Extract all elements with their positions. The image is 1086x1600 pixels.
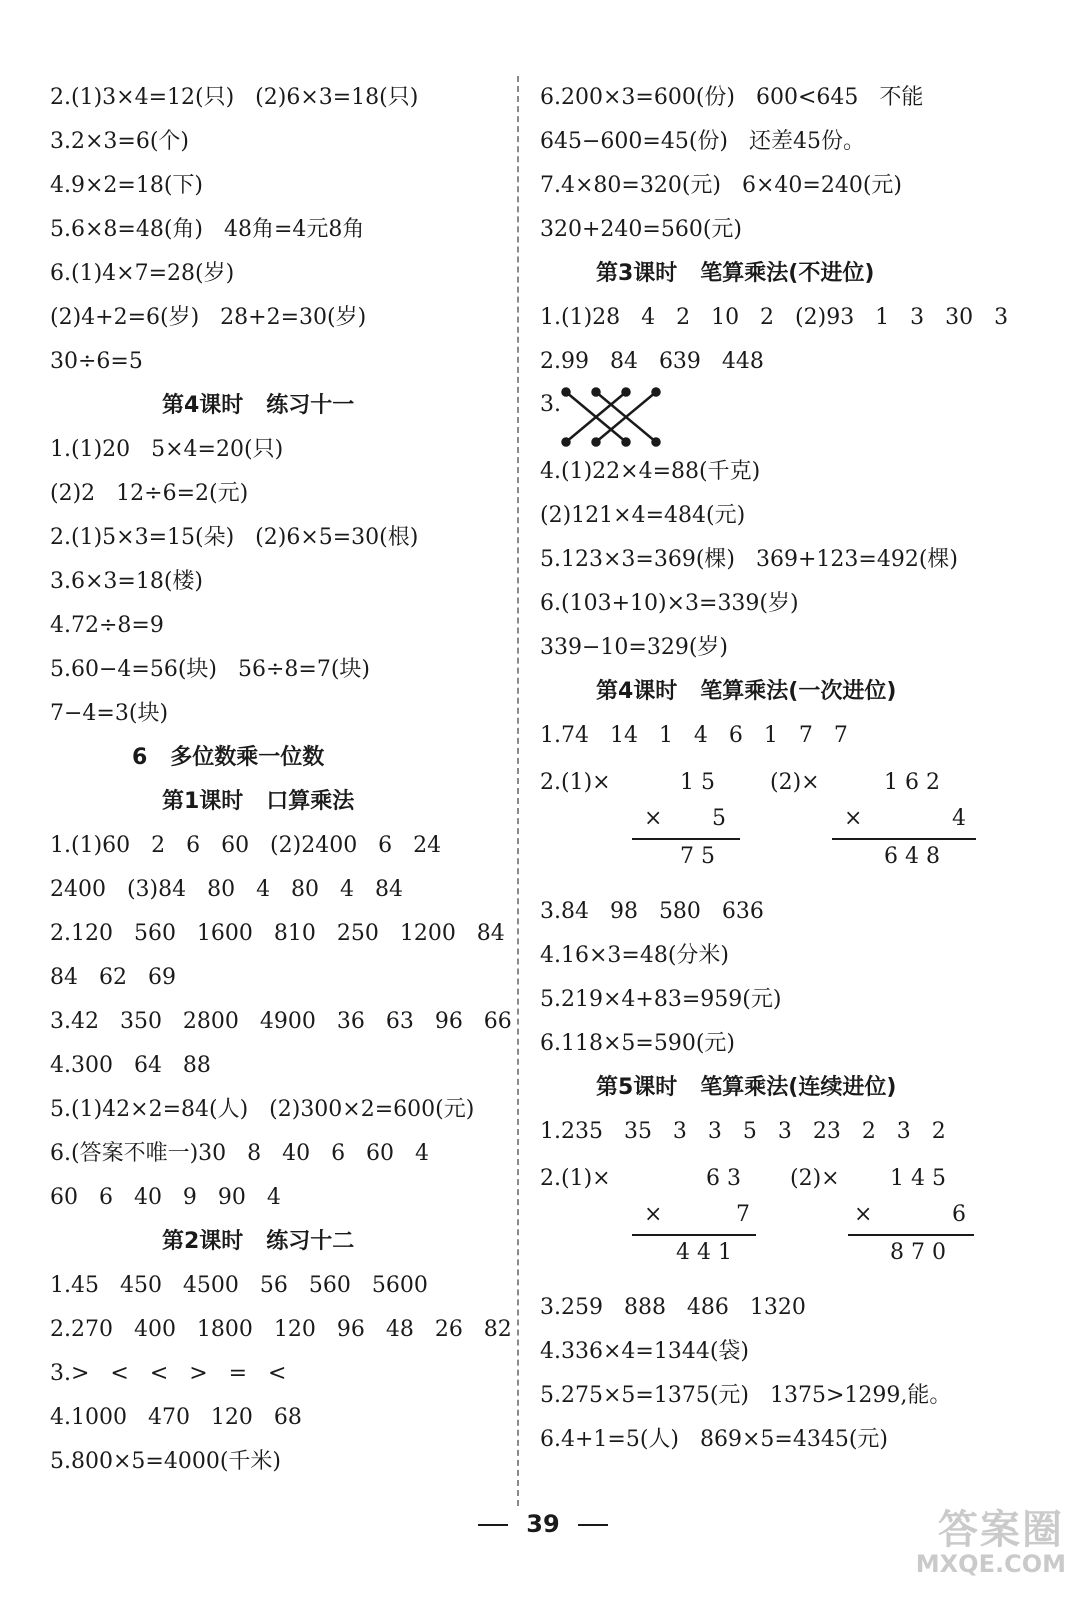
multiplicand: 1 6 2 bbox=[884, 770, 940, 795]
left-column bbox=[50, 76, 510, 1484]
product: 6 4 8 bbox=[884, 844, 940, 869]
lesson-heading: 第1课时 口算乘法 bbox=[162, 789, 355, 814]
answer-line: 3.2×3=6(个) bbox=[50, 129, 190, 154]
answer-line: 5.219×4+83=959(元) bbox=[540, 987, 782, 1012]
dash-icon bbox=[578, 1524, 608, 1526]
answer-line: 1.74 14 1 4 6 1 7 7 bbox=[540, 723, 848, 748]
answer-line: 4.(1)22×4=88(千克) bbox=[540, 459, 761, 484]
question-number: 2.(1)× bbox=[540, 770, 611, 795]
answer-line: 6.200×3=600(份) 600<645 不能 bbox=[540, 85, 924, 110]
answer-line: 645−600=45(份) 还差45份。 bbox=[540, 129, 865, 154]
vertical-multiplication bbox=[540, 758, 1040, 890]
lesson-heading: 第4课时 笔算乘法(一次进位) bbox=[596, 679, 897, 704]
answer-line: 6.(答案不唯一)30 8 40 6 60 4 bbox=[50, 1141, 430, 1166]
answer-line: 1.(1)60 2 6 60 (2)2400 6 24 bbox=[50, 833, 442, 858]
product: 4 4 1 bbox=[676, 1240, 732, 1265]
answer-line: 1.(1)28 4 2 10 2 (2)93 1 3 30 3 bbox=[540, 305, 1009, 330]
times-sign: × bbox=[644, 806, 663, 831]
answer-line: 2.(1)5×3=15(朵) (2)6×5=30(根) bbox=[50, 525, 419, 550]
matching-diagram bbox=[540, 384, 1040, 450]
product: 8 7 0 bbox=[890, 1240, 946, 1265]
right-column bbox=[540, 76, 1040, 1462]
multiplicand: 1 5 bbox=[680, 770, 715, 795]
result-rule bbox=[832, 838, 976, 840]
multiplicand: 6 3 bbox=[706, 1166, 741, 1191]
lesson-heading: 第5课时 笔算乘法(连续进位) bbox=[596, 1075, 897, 1100]
answer-line: (2)2 12÷6=2(元) bbox=[50, 481, 249, 506]
answer-line: 1.(1)20 5×4=20(只) bbox=[50, 437, 284, 462]
answer-line: 2.99 84 639 448 bbox=[540, 349, 764, 374]
answer-line: (2)4+2=6(岁) 28+2=30(岁) bbox=[50, 305, 367, 330]
result-rule bbox=[632, 838, 740, 840]
watermark-logo bbox=[890, 1498, 1070, 1588]
times-sign: × bbox=[854, 1202, 873, 1227]
answer-line: 5.60−4=56(块) 56÷8=7(块) bbox=[50, 657, 371, 682]
answer-line: 320+240=560(元) bbox=[540, 217, 743, 242]
answer-line: 2400 (3)84 80 4 80 4 84 bbox=[50, 877, 403, 902]
multiplier: 7 bbox=[736, 1202, 750, 1227]
result-rule bbox=[632, 1234, 756, 1236]
answer-line: (2)121×4=484(元) bbox=[540, 503, 746, 528]
answer-line: 4.16×3=48(分米) bbox=[540, 943, 730, 968]
answer-line: 6.4+1=5(人) 869×5=4345(元) bbox=[540, 1427, 889, 1452]
answer-line: 6.(103+10)×3=339(岁) bbox=[540, 591, 799, 616]
answer-line: 30÷6=5 bbox=[50, 349, 143, 374]
lesson-heading: 第4课时 练习十一 bbox=[162, 393, 355, 418]
answer-line: 3.6×3=18(楼) bbox=[50, 569, 204, 594]
answer-line: 4.1000 470 120 68 bbox=[50, 1405, 302, 1430]
answer-line: 2.120 560 1600 810 250 1200 84 bbox=[50, 921, 505, 946]
times-sign: × bbox=[844, 806, 863, 831]
times-sign: × bbox=[644, 1202, 663, 1227]
question-number: (2)× bbox=[770, 770, 820, 795]
question-number: 3. bbox=[540, 392, 561, 417]
answer-line: 5.800×5=4000(千米) bbox=[50, 1449, 282, 1474]
answer-line: 1.45 450 4500 56 560 5600 bbox=[50, 1273, 428, 1298]
dash-icon bbox=[478, 1524, 508, 1526]
answer-line: 3.259 888 486 1320 bbox=[540, 1295, 806, 1320]
multiplier: 6 bbox=[952, 1202, 966, 1227]
question-number: (2)× bbox=[790, 1166, 840, 1191]
watermark-text: 答案圈 bbox=[938, 1507, 1064, 1553]
answer-line: 2.(1)3×4=12(只) (2)6×3=18(只) bbox=[50, 85, 419, 110]
answer-line: 3.> < < > = < bbox=[50, 1361, 287, 1386]
multiplier: 4 bbox=[952, 806, 966, 831]
lesson-heading: 第3课时 笔算乘法(不进位) bbox=[596, 261, 875, 286]
answer-line: 6.(1)4×7=28(岁) bbox=[50, 261, 235, 286]
page-number: 39 bbox=[526, 1510, 560, 1538]
answer-line: 4.300 64 88 bbox=[50, 1053, 211, 1078]
answer-line: 6.118×5=590(元) bbox=[540, 1031, 736, 1056]
result-rule bbox=[848, 1234, 974, 1236]
answer-line: 4.336×4=1344(袋) bbox=[540, 1339, 750, 1364]
answer-line: 7.4×80=320(元) 6×40=240(元) bbox=[540, 173, 903, 198]
answer-line: 2.270 400 1800 120 96 48 26 82 bbox=[50, 1317, 512, 1342]
answer-line: 4.9×2=18(下) bbox=[50, 173, 204, 198]
answer-line: 1.235 35 3 3 5 3 23 2 3 2 bbox=[540, 1119, 946, 1144]
vertical-multiplication bbox=[540, 1154, 1040, 1286]
question-number: 2.(1)× bbox=[540, 1166, 611, 1191]
answer-line: 4.72÷8=9 bbox=[50, 613, 164, 638]
answer-line: 3.42 350 2800 4900 36 63 96 66 bbox=[50, 1009, 512, 1034]
answer-line: 84 62 69 bbox=[50, 965, 176, 990]
lesson-heading: 第2课时 练习十二 bbox=[162, 1229, 355, 1254]
column-divider bbox=[517, 76, 519, 1506]
answer-line: 5.6×8=48(角) 48角=4元8角 bbox=[50, 217, 365, 242]
watermark-url: MXQE.COM bbox=[915, 1550, 1066, 1578]
answer-line: 60 6 40 9 90 4 bbox=[50, 1185, 281, 1210]
matching-lines-icon bbox=[560, 384, 670, 450]
multiplicand: 1 4 5 bbox=[890, 1166, 946, 1191]
chapter-heading: 6 多位数乘一位数 bbox=[132, 745, 325, 770]
answer-line: 5.(1)42×2=84(人) (2)300×2=600(元) bbox=[50, 1097, 475, 1122]
answer-line: 3.84 98 580 636 bbox=[540, 899, 764, 924]
product: 7 5 bbox=[680, 844, 715, 869]
answer-line: 339−10=329(岁) bbox=[540, 635, 729, 660]
answer-line: 5.123×3=369(棵) 369+123=492(棵) bbox=[540, 547, 958, 572]
answer-line: 5.275×5=1375(元) 1375>1299,能。 bbox=[540, 1383, 952, 1408]
multiplier: 5 bbox=[712, 806, 726, 831]
answer-line: 7−4=3(块) bbox=[50, 701, 169, 726]
